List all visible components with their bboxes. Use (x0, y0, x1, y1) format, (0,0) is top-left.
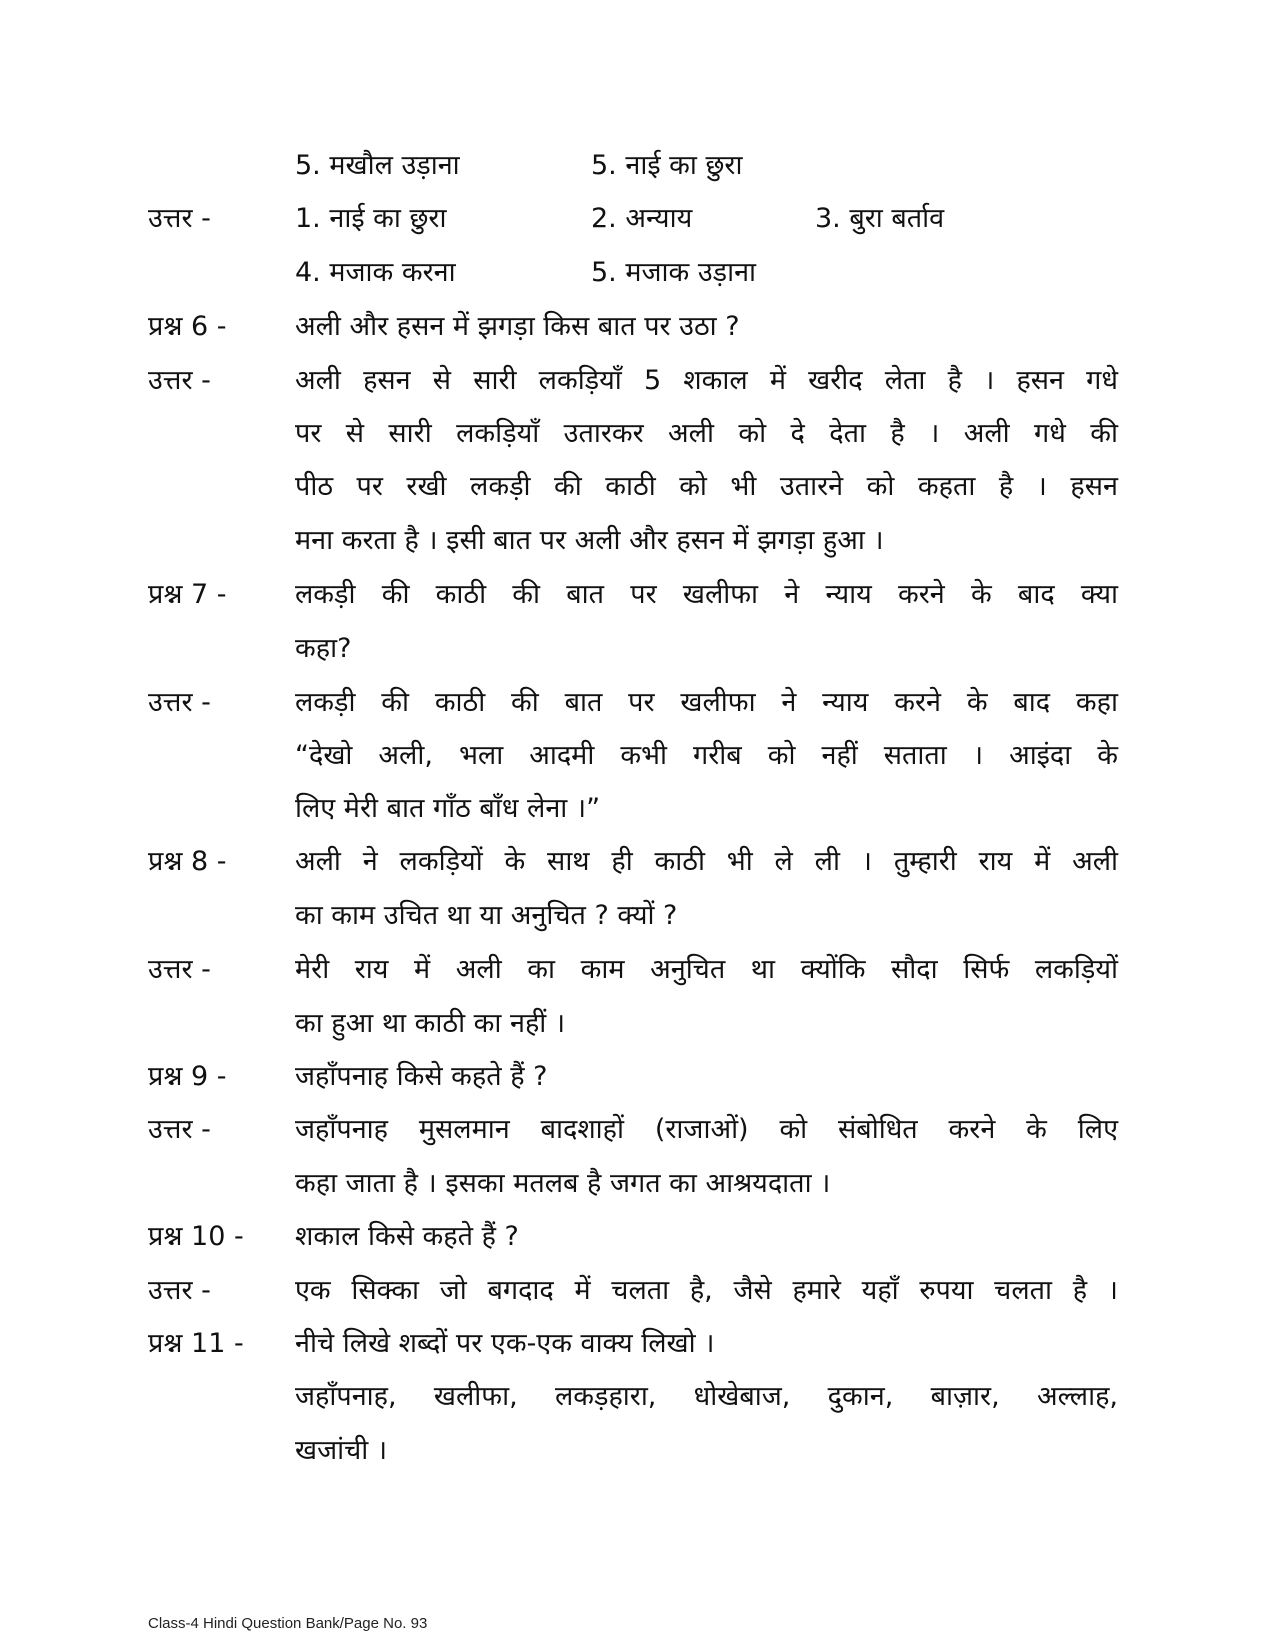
answer-line: लिए मेरी बात गाँठ बाँध लेना ।” (295, 793, 601, 824)
answer-line: पर से सारी लकड़ियाँ उतारकर अली को दे देता है । अली गधे की (295, 418, 1118, 449)
question-label: प्रश्न 10 - (148, 1221, 244, 1252)
question-line: का काम उचित था या अनुचित ? क्यों ? (295, 900, 678, 931)
answer-label: उत्तर - (148, 954, 211, 985)
answer-item: 5. मजाक उड़ाना (591, 257, 757, 288)
question-label: प्रश्न 8 - (148, 846, 227, 877)
answer-label: उत्तर - (148, 1275, 211, 1306)
question-7 (0, 567, 1275, 623)
question-10 (0, 1209, 1275, 1265)
answer-line: जहाँपनाह मुसलमान बादशाहों (राजाओं) को संबोधित करने के लिए (295, 1114, 1118, 1145)
answer-item: 1. नाई का छुरा (295, 203, 447, 234)
question-text: अली और हसन में झगड़ा किस बात पर उठा ? (295, 311, 740, 342)
match-left: 5. मखौल उड़ाना (295, 150, 460, 181)
answer-6 (0, 353, 1275, 409)
answer-9 (0, 1102, 1275, 1158)
answer-text: एक सिक्का जो बगदाद में चलता है, जैसे हमारे यहाँ रुपया चलता है । (295, 1275, 1118, 1306)
question-label: प्रश्न 7 - (148, 579, 227, 610)
answer-line: लकड़ी की काठी की बात पर खलीफा ने न्याय करने के बाद कहा (295, 687, 1118, 718)
answer-item: 4. मजाक करना (295, 257, 456, 288)
answer-10 (0, 1263, 1275, 1319)
question-9 (0, 1049, 1275, 1105)
question-text: जहाँपनाह किसे कहते हैं ? (295, 1061, 548, 1092)
match-right: 5. नाई का छुरा (591, 150, 743, 181)
answer-label: उत्तर - (148, 203, 211, 234)
answer-label: उत्तर - (148, 1114, 211, 1145)
answer-7 (0, 675, 1275, 731)
answer-line: कहा जाता है । इसका मतलब है जगत का आश्रयदाता । (295, 1168, 831, 1199)
question-line: अली ने लकड़ियों के साथ ही काठी भी ले ली । तुम्हारी राय में अली (295, 846, 1118, 877)
answer-item: 3. बुरा बर्ताव (815, 203, 945, 234)
answer-line: पीठ पर रखी लकड़ी की काठी को भी उतारने को कहता है । हसन (295, 471, 1118, 502)
answer-8 (0, 942, 1275, 998)
word-list: जहाँपनाह, खलीफा, लकड़हारा, धोखेबाज, दुकान, बाज़ार, अल्लाह, (295, 1381, 1118, 1412)
question-line: नीचे लिखे शब्दों पर एक-एक वाक्य लिखो । (295, 1328, 715, 1359)
question-line: लकड़ी की काठी की बात पर खलीफा ने न्याय करने के बाद क्या (295, 579, 1118, 610)
answer-line: “देखो अली, भला आदमी कभी गरीब को नहीं सताता । आइंदा के (295, 740, 1118, 771)
answer-label: उत्तर - (148, 687, 211, 718)
question-line: कहा? (295, 633, 352, 664)
word-list: खजांची । (295, 1435, 388, 1466)
answer-item: 2. अन्याय (591, 203, 693, 234)
answer-label: उत्तर - (148, 365, 211, 396)
answer-line: मना करता है । इसी बात पर अली और हसन में झगड़ा हुआ । (295, 525, 884, 556)
question-11 (0, 1316, 1275, 1372)
question-label: प्रश्न 11 - (148, 1328, 244, 1359)
page-footer: Class-4 Hindi Question Bank/Page No. 93 (148, 1615, 428, 1632)
answer-block-1 (0, 191, 1275, 247)
answer-block-1-row-2 (0, 245, 1275, 301)
answer-line: अली हसन से सारी लकड़ियाँ 5 शकाल में खरीद लेता है । हसन गधे (295, 365, 1118, 396)
question-label: प्रश्न 6 - (148, 311, 227, 342)
question-text: शकाल किसे कहते हैं ? (295, 1221, 519, 1252)
answer-line: मेरी राय में अली का काम अनुचित था क्योंकि सौदा सिर्फ लकड़ियों (295, 954, 1118, 985)
question-6 (0, 299, 1275, 355)
question-label: प्रश्न 9 - (148, 1061, 227, 1092)
answer-line: का हुआ था काठी का नहीं । (295, 1008, 566, 1039)
match-row (0, 138, 1275, 194)
question-8 (0, 834, 1275, 890)
